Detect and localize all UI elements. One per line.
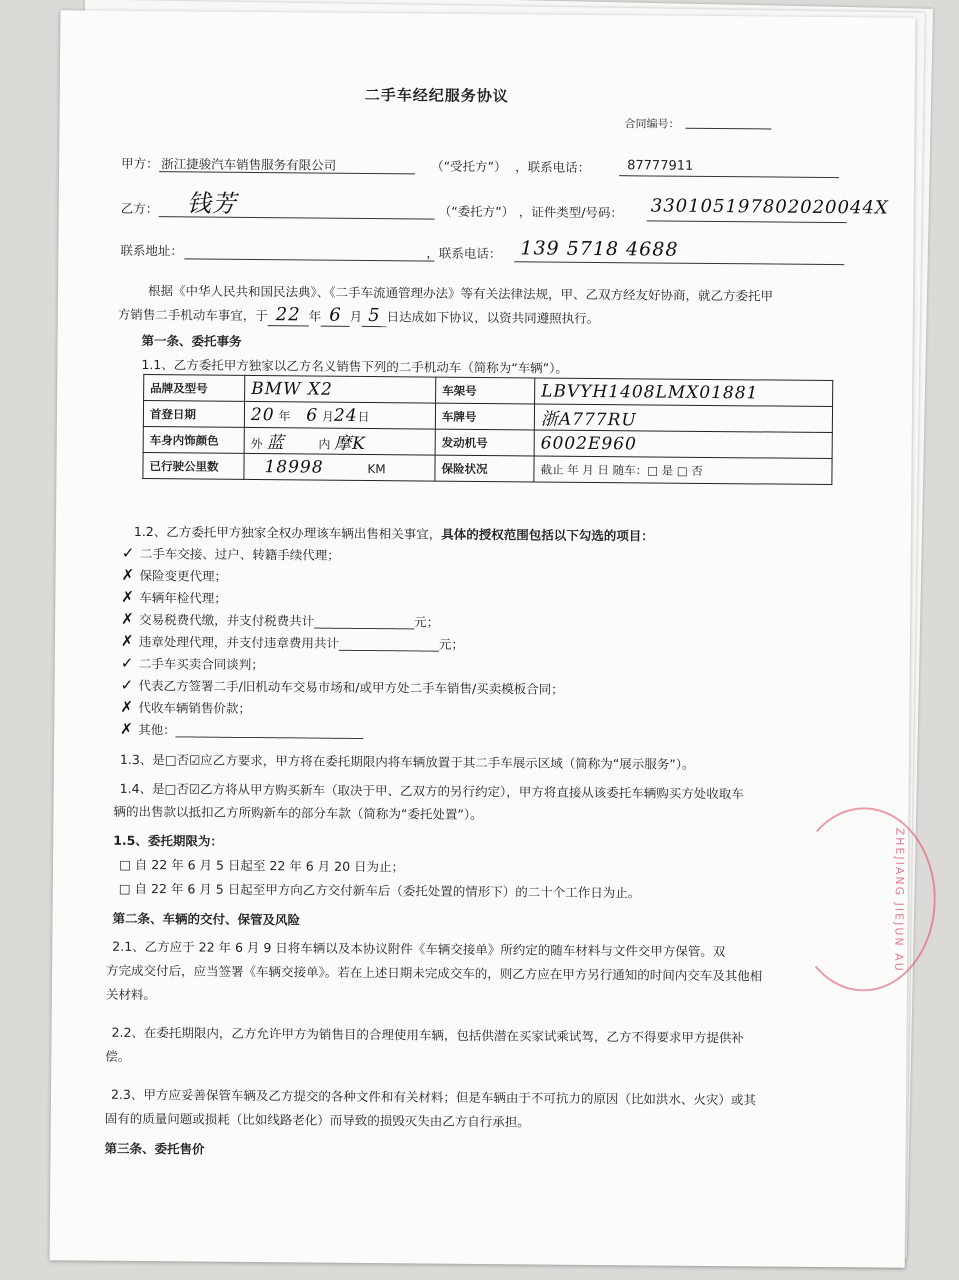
cross-mark-icon: ✗	[121, 587, 135, 606]
intro-line-2	[118, 306, 600, 327]
reg-day-suffix: 日	[357, 409, 370, 424]
list-item	[120, 721, 563, 747]
cross-mark-icon: ✗	[120, 631, 134, 650]
article-3-title: 第三条、委托售价	[104, 1140, 205, 1157]
checkmark-icon: ✓	[120, 675, 134, 694]
list-item-text: 其他：______________________________	[138, 721, 364, 739]
intro-line-1: 根据《中华人民共和国民法典》、《二手车流通管理办法》等有关法律法规，甲、乙双方经友好协商，就乙方委托甲	[147, 283, 774, 304]
party-b-line	[159, 216, 435, 219]
article-2-3-line-1: 2.3、甲方应妥善保管车辆及乙方提交的各种文件和有关材料；但是车辆由于不可抗力的原因（比如洪水、火灾）或其	[110, 1086, 756, 1108]
brand-label: 品牌及型号	[144, 375, 245, 402]
insurance-label: 保险状况	[435, 455, 534, 482]
intro-text-d: 日达成如下协议，以资共同遵照执行。	[386, 309, 600, 327]
article-1-1: 1.1、乙方委托甲方独家以乙方名义销售下列的二手机动车（简称为“车辆”）。	[141, 357, 569, 376]
table-row	[143, 453, 832, 485]
intro-year: 22	[268, 304, 309, 326]
contract-number-label: 合同编号：	[624, 117, 680, 131]
checkmark-icon: ✓	[120, 653, 134, 672]
mileage-unit: KM	[367, 461, 386, 476]
party-a-name: 浙江捷骏汽车销售服务有限公司	[161, 156, 337, 173]
reg-month-suffix: 月	[321, 409, 334, 424]
article-1-2-text: 1.2、乙方委托甲方独家全权办理该车辆出售相关事宜，	[133, 523, 442, 542]
address-line	[184, 258, 434, 261]
article-1-4-line-1: 1.4、是□否☑乙方将从甲方购买新车（取决于甲、乙双方的另行约定），甲方将直接从该委托车辆购买方处收取车	[119, 780, 744, 802]
address-phone-label: ，联系电话：	[426, 245, 502, 262]
cross-mark-icon: ✗	[120, 719, 133, 738]
reg-year-suffix: 年	[278, 408, 291, 423]
contract-number-line	[685, 128, 771, 130]
party-a-phone-label: ，联系电话：	[515, 159, 591, 175]
article-2-2-line-2: 偿。	[105, 1048, 131, 1064]
party-a-phone: 87777911	[627, 158, 694, 174]
address-label: 联系地址：	[120, 242, 183, 259]
party-a-phone-line	[619, 175, 839, 178]
article-2-title: 第二条、车辆的交付、保管及风险	[112, 910, 301, 928]
article-2-1-line-1: 2.1、乙方应于 22 年 6 月 9 日将车辆以及本协议附件《车辆交接单》所约定的随车材料与文件交甲方保管。双	[112, 938, 726, 960]
intro-text-a: 方销售二手机动车事宜，于	[117, 306, 268, 324]
list-item-text: 代收车辆销售价款；	[138, 700, 251, 716]
intro-month: 6	[321, 305, 350, 327]
interior-color: 摩K	[334, 433, 367, 454]
vehicle-table	[142, 374, 833, 485]
engine-value: 6002E960	[540, 433, 637, 454]
cross-mark-icon: ✗	[121, 565, 135, 584]
authorization-list	[120, 545, 565, 747]
list-item-text: 二手车交接、过户、转籍手续代理；	[139, 546, 340, 563]
intro-text-c: 月	[349, 308, 363, 324]
plate-value: 浙A777RU	[540, 409, 637, 431]
term-option-2: □ 自 22 年 6 月 5 日起至甲方向乙方交付新车后（委托处置的情形下）的二十个工作日为止。	[118, 880, 641, 901]
list-item-text: 保险变更代理；	[139, 568, 228, 584]
exterior-prefix: 外	[250, 436, 263, 452]
party-a-line	[159, 171, 415, 174]
engine-cell	[534, 430, 832, 459]
cross-mark-icon: ✗	[121, 609, 134, 628]
party-b-signature: 钱芳	[186, 189, 237, 218]
company-seal-text: ZHEJIANG JIEJUN AU	[892, 827, 907, 973]
insurance-text: 截止 年 月 日 随车：□ 是 □ 否	[540, 461, 703, 478]
article-1-4-line-2: 辆的出售款以抵扣乙方所购新车的部分车款（简称为“委托处置”）。	[113, 803, 483, 823]
party-b-label: 乙方：	[120, 200, 159, 217]
brand-value: BMW X2	[251, 378, 333, 400]
cross-mark-icon: ✗	[120, 697, 134, 716]
reg-date-cell	[244, 401, 435, 429]
article-1-2-bold: 具体的授权范围包括以下勾选的项目：	[441, 526, 654, 544]
plate-label: 车牌号	[435, 403, 534, 430]
plate-cell	[534, 404, 832, 433]
term-option-1: □ 自 22 年 6 月 5 日起至 22 年 6 月 20 日为止；	[118, 856, 405, 875]
vin-label: 车架号	[436, 377, 535, 404]
color-cell	[244, 427, 435, 455]
article-2-1-line-3: 关材料。	[105, 986, 156, 1003]
exterior-color: 蓝	[266, 433, 285, 454]
party-a-role: （“受托方”）	[431, 158, 507, 175]
article-2-3-line-2: 固有的质量问题或损耗（比如线路老化）而导致的损毁灭失由乙方自行承担。	[104, 1110, 530, 1130]
color-label: 车身内饰颜色	[143, 427, 244, 454]
mileage-cell	[244, 453, 435, 481]
list-item-text: 车辆年检代理；	[139, 590, 227, 606]
party-b-id-number: 330105197802020044X	[650, 195, 889, 219]
address-phone: 139 5718 4688	[520, 237, 679, 261]
company-seal	[791, 807, 937, 992]
intro-day: 5	[362, 305, 387, 327]
list-item-text: 交易税费代缴，并支付税费共计________________元；	[139, 612, 440, 630]
reg-month: 6	[306, 404, 319, 426]
reg-year: 20	[250, 404, 275, 425]
mileage-label: 已行驶公里数	[143, 453, 244, 480]
list-item-text: 二手车买卖合同谈判；	[138, 656, 264, 673]
article-2-2-line-1: 2.2、在委托期限内，乙方允许甲方为销售目的合理使用车辆，包括供潜在买家试乘试驾，乙方不得要求甲方提供补	[111, 1024, 744, 1046]
checkmark-icon: ✓	[121, 543, 135, 562]
intro-text-b: 年	[308, 308, 322, 324]
engine-label: 发动机号	[435, 429, 534, 456]
article-1-title: 第一条、委托事务	[141, 333, 242, 349]
address-phone-line	[514, 261, 844, 265]
insurance-cell	[534, 456, 832, 485]
document-title: 二手车经纪服务协议	[364, 85, 509, 106]
article-1-2	[134, 524, 654, 545]
brand-cell	[245, 375, 436, 403]
vin-value: LBVYH1408LMX01881	[541, 381, 759, 403]
reg-date-label: 首登日期	[143, 401, 244, 428]
reg-day: 24	[333, 405, 358, 426]
list-item-text: 违章处理代理，并支付违章费用共计________________元；	[138, 634, 465, 652]
article-1-5-title: 1.5、委托期限为：	[113, 832, 223, 849]
party-b-id-label: ，证件类型/号码：	[518, 204, 624, 221]
article-1-3: 1.3、是□否☑应乙方要求，甲方将在委托期限内将车辆放置于其二手车展示区域（简称为“展示服务”）。	[119, 751, 695, 772]
list-item-text: 代表乙方签署二手/旧机动车交易市场和/或甲方处二手车销售/买卖模板合同；	[138, 678, 564, 697]
article-2-1-line-2: 方完成交付后，应当签署《车辆交接单》。若在上述日期未完成交车的，则乙方应在甲方另行通知的时间内交车及其他相	[106, 962, 763, 984]
party-b-role: （“委托方”）	[438, 203, 515, 220]
interior-prefix: 内	[318, 437, 331, 452]
vin-cell	[535, 378, 833, 407]
party-a-label: 甲方：	[121, 155, 159, 172]
contract-page	[50, 10, 916, 1267]
mileage-value: 18998	[264, 456, 324, 478]
party-b-id-line	[647, 220, 847, 223]
